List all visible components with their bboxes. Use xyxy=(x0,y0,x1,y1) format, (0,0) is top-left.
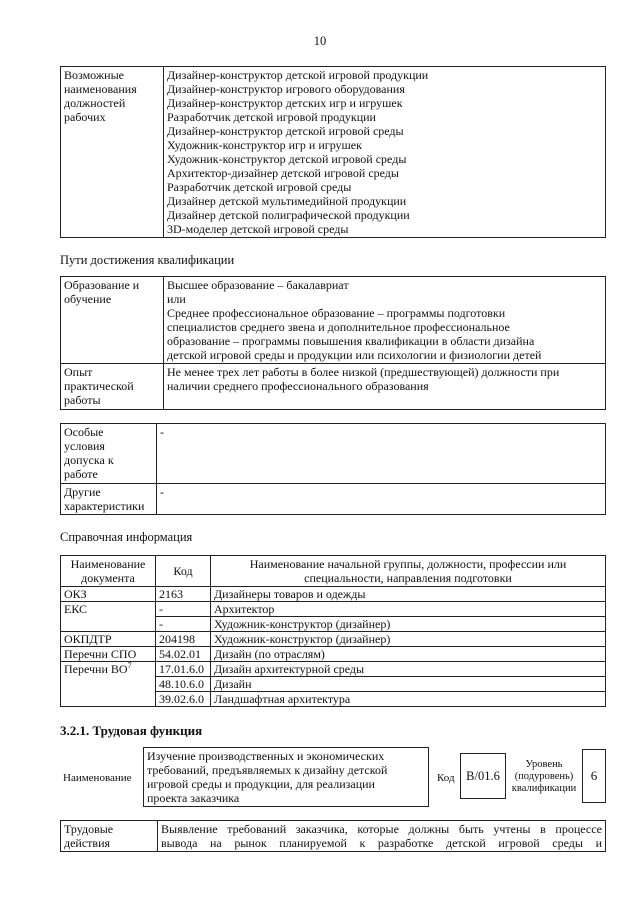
list-item: Художник-конструктор игр и игрушек xyxy=(167,138,362,152)
table-row: Перечни СПО 54.02.01 Дизайн (по отраслям) xyxy=(61,647,606,662)
special-conditions-table xyxy=(60,423,606,515)
list-item: 3D-моделер детской игровой среды xyxy=(167,222,349,236)
list-item: Дизайнер-конструктор игрового оборудования xyxy=(167,82,405,96)
reference-title: Справочная информация xyxy=(60,530,193,544)
page-number: 10 xyxy=(313,34,327,48)
ref-header-doc: Наименование документа xyxy=(61,556,156,587)
experience-label: Опыт практической работы xyxy=(61,364,164,410)
other-characteristics-value: - xyxy=(157,484,606,515)
other-characteristics-label: Другие характеристики xyxy=(61,484,157,515)
table-row: 48.10.6.0 Дизайн xyxy=(61,677,606,692)
list-item: Художник-конструктор детской игровой среды xyxy=(167,152,407,166)
labor-function-level: 6 xyxy=(582,749,606,803)
special-conditions-value: - xyxy=(157,424,606,484)
ref-header-name: Наименование начальной группы, должности, профессии или специальности, направления подготовки xyxy=(211,556,606,587)
reference-table xyxy=(60,555,606,707)
labor-actions-label: Трудовые действия xyxy=(61,821,158,852)
labor-function-name-label: Наименование xyxy=(63,772,132,784)
qualification-paths-table xyxy=(60,276,606,410)
table-row: ЕКС - Архитектор xyxy=(61,602,606,617)
labor-actions-value: Выявление требований заказчика, которые должны быть учтены в процессе вывода на рынок планируемой к разработке детской игровой среды и xyxy=(158,821,606,852)
list-item: Дизайнер детской мультимедийной продукции xyxy=(167,194,407,208)
special-conditions-label: Особые условия допуска к работе xyxy=(61,424,157,484)
list-item: Дизайнер-конструктор детских игр и игрушек xyxy=(167,96,403,110)
education-label: Образование и обучение xyxy=(61,277,164,364)
table-row: Перечни $ВО^7$ 17.01.6.0 Дизайн архитектурной среды xyxy=(61,662,606,677)
labor-function-heading: 3.2.1. Трудовая функция xyxy=(60,723,203,738)
qualification-paths-title: Пути достижения квалификации xyxy=(60,253,235,267)
job-titles-list xyxy=(164,67,606,238)
labor-function-code-label: Код xyxy=(437,772,455,784)
table-row: 39.02.6.0 Ландшафтная архитектура xyxy=(61,692,606,707)
list-item: Дизайнер-конструктор детской игровой среды xyxy=(167,124,404,138)
labor-function-level-label: Уровень (подуровень) квалификации xyxy=(511,759,577,794)
table-row: ОКЗ 2163 Дизайнеры товаров и одежды xyxy=(61,587,606,602)
list-item: Архитектор-дизайнер детской игровой среды xyxy=(167,166,399,180)
table-row: ОКПДТР 204198 Художник-конструктор (дизайнер) xyxy=(61,632,606,647)
labor-function-code: B/01.6 xyxy=(460,753,506,799)
list-item: Разработчик детской игровой среды xyxy=(167,180,352,194)
labor-function-row xyxy=(60,745,606,809)
job-titles-label: Возможные наименования должностей рабочих xyxy=(61,67,164,238)
ref-header-code: Код xyxy=(156,556,211,587)
list-item: Разработчик детской игровой продукции xyxy=(167,110,376,124)
labor-actions-table xyxy=(60,820,606,852)
labor-function-name: Изучение производственных и экономических требований, предъявляемых к дизайну детской игровой среды и продукции, для реализации проекта заказчика xyxy=(143,747,429,807)
list-item: Дизайнер детской полиграфической продукции xyxy=(167,208,410,222)
experience-value: Не менее трех лет работы в более низкой (предшествующей) должности при наличии среднего профессионального образования xyxy=(164,364,606,410)
table-row: - Художник-конструктор (дизайнер) xyxy=(61,617,606,632)
education-value: Высшее образование – бакалавриат или Среднее профессиональное образование – программы подготовки специалистов среднего звена и дополнительное профессиональное образование – программы повышения квалификации в области дизайна детской игровой среды и продукции или психологии и физиологии детей xyxy=(164,277,606,364)
job-titles-table xyxy=(60,66,606,238)
list-item: Дизайнер-конструктор детской игровой продукции xyxy=(167,68,429,82)
